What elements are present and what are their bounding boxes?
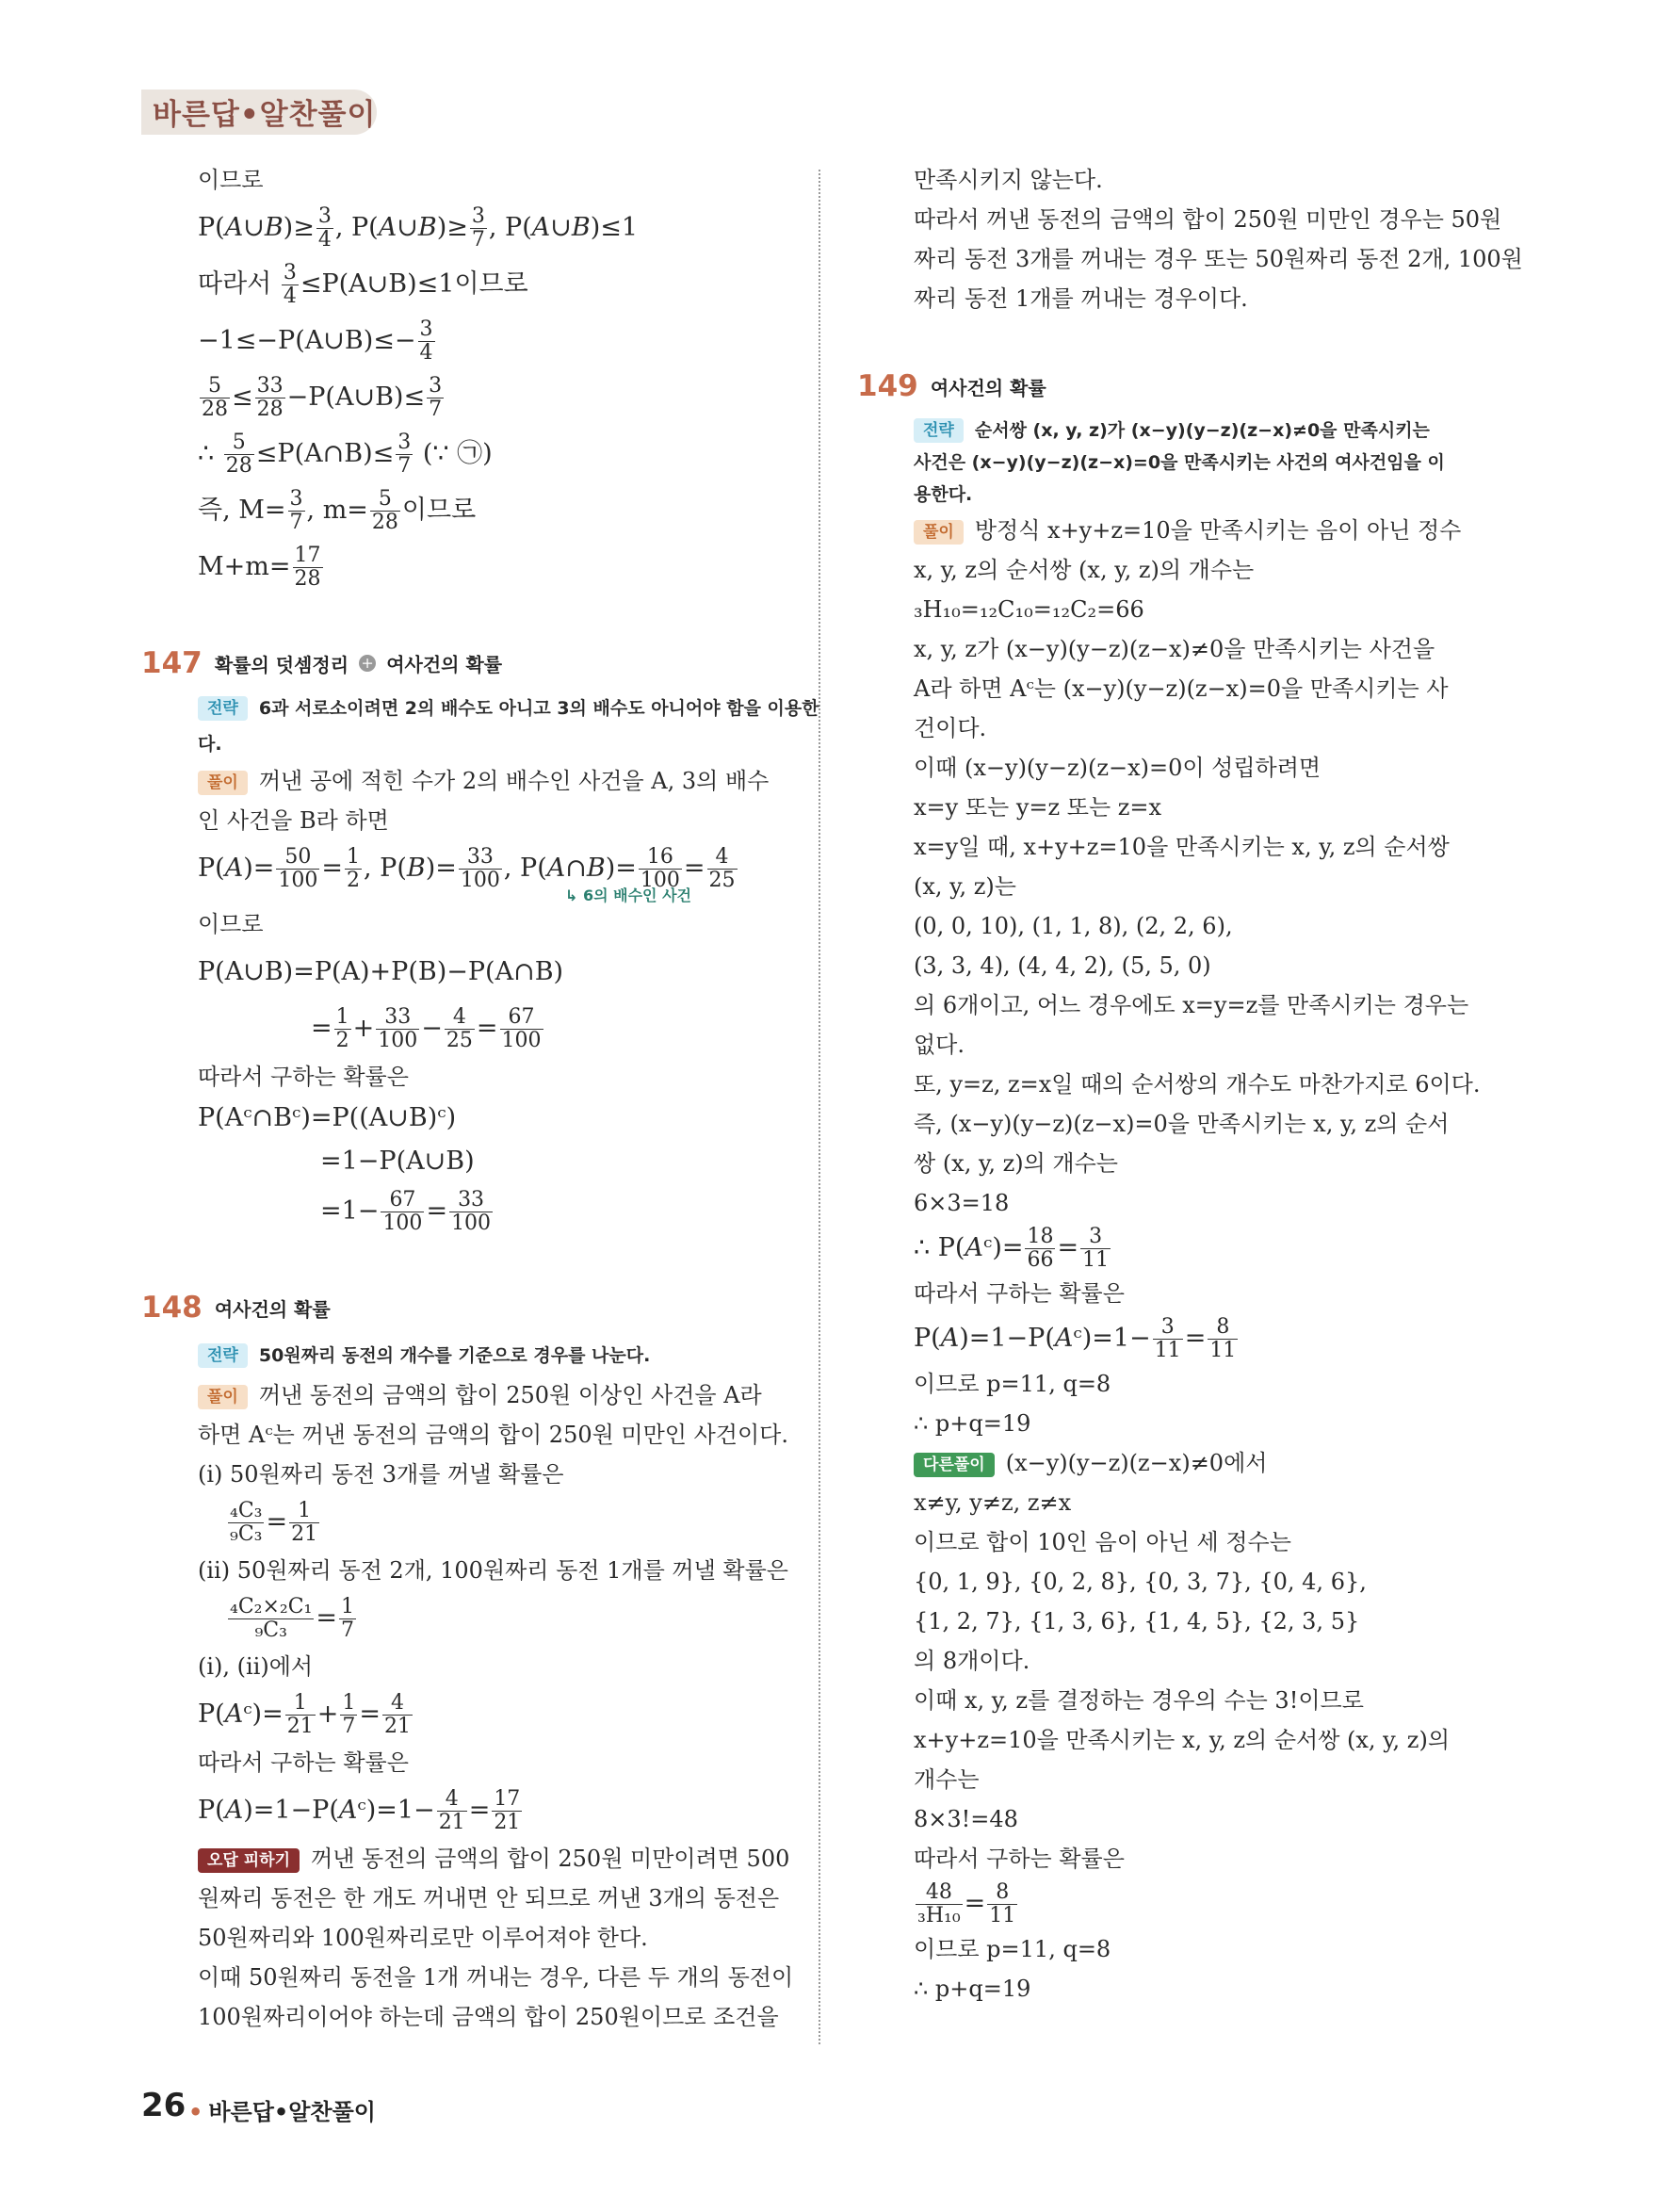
equation: P(A)=1−P(Aᶜ)=1− $\frac{3}{11}$ = $\frac{8}{11}$ <box>914 1315 1237 1362</box>
equation: P(A∪B)≥ $\frac{3}{4}$ , P(A∪B)≥ $\frac{3}{7}$ , P(A∪B)≤1 <box>198 204 639 252</box>
equation: 즉, M= $\frac{3}{7}$ , m= $\frac{5}{28}$ 이므로 <box>198 487 477 534</box>
equation: =1− $\frac{67}{100}$ = $\frac{33}{100}$ <box>320 1188 492 1235</box>
text-line: 의 8개이다. <box>914 1648 1030 1674</box>
text-line: 짜리 동전 1개를 꺼내는 경우이다. <box>914 285 1248 312</box>
problem-149-header <box>857 369 1554 413</box>
text-line: (x, y, z)는 <box>914 873 1016 900</box>
text-line: 따라서 구하는 확률은 <box>914 1846 1125 1872</box>
text-line: 즉, (x−y)(y−z)(z−x)=0을 만족시키는 x, y, z의 순서 <box>914 1111 1450 1137</box>
solution-badge: 풀이 <box>198 1385 248 1409</box>
annotation-note: ↳ 6의 배수인 사건 <box>565 886 691 904</box>
strategy: 전략 순서쌍 (x, y, z)가 (x−y)(y−z)(z−x)≠0을 만족시키는 <box>914 413 1554 447</box>
text-line: 개수는 <box>914 1766 980 1793</box>
problem-number: 147 <box>141 646 203 680</box>
problem-148-header <box>141 1291 838 1334</box>
problem-title: 여사건의 확률 <box>930 376 1046 399</box>
text-line: 8×3!=48 <box>914 1806 1018 1832</box>
equation: M+m= $\frac{17}{28}$ <box>198 544 321 591</box>
equation: $\frac{5}{28}$ ≤ $\frac{33}{28}$ −P(A∪B)≤ $\frac{3}{7}$ <box>202 374 443 421</box>
strategy-badge: 전략 <box>198 696 248 721</box>
equation: =1−P(A∪B) <box>320 1147 475 1176</box>
text-line: x, y, z가 (x−y)(y−z)(z−x)≠0을 만족시키는 사건을 <box>914 636 1435 662</box>
alt-solution-badge: 다른풀이 <box>914 1453 995 1477</box>
right-column <box>857 160 1554 2009</box>
strategy-badge: 전략 <box>198 1343 248 1368</box>
plus-icon: + <box>359 655 376 672</box>
text-line: x≠y, y≠z, z≠x <box>914 1489 1072 1516</box>
text-line: 100원짜리이어야 하는데 금액의 합이 250원이므로 조건을 <box>198 2004 779 2030</box>
equation: P(A)=1−P(Aᶜ)=1− $\frac{4}{21}$ = $\frac{17}{21}$ <box>198 1787 521 1834</box>
problem-title: 여사건의 확률 <box>214 1297 331 1321</box>
text-line: 하면 Aᶜ는 꺼낸 동전의 금액의 합이 250원 미만인 사건이다. <box>198 1422 788 1448</box>
problem-147-header <box>141 646 838 690</box>
text-line: x=y 또는 y=z 또는 z=x <box>914 794 1162 821</box>
text-line: 6×3=18 <box>914 1190 1010 1216</box>
text-line: A라 하면 Aᶜ는 (x−y)(y−z)(z−x)=0을 만족시키는 사 <box>914 675 1449 702</box>
text-line: x=y일 때, x+y+z=10을 만족시키는 x, y, z의 순서쌍 <box>914 834 1450 860</box>
text-line: {1, 2, 7}, {1, 3, 6}, {1, 4, 5}, {2, 3, 5} <box>914 1608 1360 1635</box>
equation: $\frac{\text{₄C₃}}{\text{₉C₃}}$ = $\frac{1}{21}$ <box>230 1499 318 1546</box>
text-line: 따라서 구하는 확률은 <box>198 1749 409 1776</box>
text-line: (0, 0, 10), (1, 1, 8), (2, 2, 6), <box>914 913 1233 939</box>
text-line: 만족시키지 않는다. <box>914 167 1103 193</box>
text-line: 쌍 (x, y, z)의 개수는 <box>914 1150 1118 1177</box>
text-line: 이므로 p=11, q=8 <box>914 1936 1111 1962</box>
text-line: 건이다. <box>914 715 987 741</box>
text-line: 또, y=z, z=x일 때의 순서쌍의 개수도 마찬가지로 6이다. <box>914 1071 1481 1098</box>
solution-line: 풀이 꺼낸 공에 적힌 수가 2의 배수인 사건을 A, 3의 배수 <box>198 761 838 801</box>
text-line: ₃H₁₀=₁₂C₁₀=₁₂C₂=66 <box>914 596 1144 623</box>
equation: = $\frac{1}{2}$ + $\frac{33}{100}$ − $\frac{4}{25}$ = $\frac{67}{100}$ <box>311 1005 542 1052</box>
equation: P(A)= $\frac{50}{100}$ = $\frac{1}{2}$ , P(B)= $\frac{33}{100}$ , P(A∩B)= $\frac{16}{100}$ = $\frac{4}{25}$ <box>198 845 736 892</box>
header-title: 바른답•알찬풀이 <box>153 98 377 132</box>
text-line: 따라서 구하는 확률은 <box>914 1280 1125 1307</box>
equation: ∴ P(Aᶜ)= $\frac{18}{66}$ = $\frac{3}{11}$ <box>914 1225 1110 1272</box>
equation: P(A∪B)=P(A)+P(B)−P(A∩B) <box>198 957 564 986</box>
strategy-badge: 전략 <box>914 418 964 443</box>
text-line: (3, 3, 4), (4, 4, 2), (5, 5, 0) <box>914 952 1211 979</box>
text-line: x, y, z의 순서쌍 (x, y, z)의 개수는 <box>914 557 1255 583</box>
text-line: {0, 1, 9}, {0, 2, 8}, {0, 3, 7}, {0, 4, 6}, <box>914 1569 1367 1595</box>
text-line: ∴ p+q=19 <box>914 1410 1031 1437</box>
equation: −1≤−P(A∪B)≤− $\frac{3}{4}$ <box>198 317 433 365</box>
avoid-line: 오답 피하기 꺼낸 동전의 금액의 합이 250원 미만이려면 500 <box>198 1839 838 1879</box>
equation: $\frac{48}{\text{₃H₁₀}}$ = $\frac{8}{11}$ <box>917 1880 1016 1927</box>
text-line: 따라서 구하는 확률은 <box>198 1064 409 1090</box>
text-line: 짜리 동전 3개를 꺼내는 경우 또는 50원짜리 동전 2개, 100원 <box>914 246 1523 272</box>
equation: $\frac{\text{₄C₂×₂C₁}}{\text{₉C₃}}$ = $\frac{1}{7}$ <box>230 1595 355 1642</box>
equation: P(Aᶜ)= $\frac{1}{21}$ + $\frac{1}{7}$ = $\frac{4}{21}$ <box>198 1691 411 1738</box>
equation: ∴ $\frac{5}{28}$ ≤P(A∩B)≤ $\frac{3}{7}$ (∵ ㉠) <box>198 431 493 478</box>
text-line: 이때 x, y, z를 결정하는 경우의 수는 3!이므로 <box>914 1687 1364 1714</box>
text-line: 50원짜리와 100원짜리로만 이루어져야 한다. <box>198 1925 648 1951</box>
text-line: 이므로 합이 10인 음이 아닌 세 정수는 <box>914 1529 1291 1555</box>
alt-solution-line: 다른풀이 (x−y)(y−z)(z−x)≠0에서 <box>914 1443 1554 1483</box>
strategy: 전략 6과 서로소이려면 2의 배수도 아니고 3의 배수도 아니어야 함을 이용한다. <box>198 690 838 761</box>
equation: P(Aᶜ∩Bᶜ)=P((A∪B)ᶜ) <box>198 1103 457 1132</box>
text-line: (ⅰ) 50원짜리 동전 3개를 꺼낼 확률은 <box>198 1461 564 1488</box>
problem-title: 확률의 덧셈정리 <box>214 653 349 676</box>
equation: 따라서 $\frac{3}{4}$ ≤P(A∪B)≤1이므로 <box>198 261 528 308</box>
solution-badge: 풀이 <box>198 771 248 795</box>
left-column <box>141 160 838 2037</box>
problem-title: 여사건의 확률 <box>386 653 503 676</box>
text-line: 이므로 <box>198 167 264 193</box>
avoid-badge: 오답 피하기 <box>198 1848 300 1873</box>
text-line: 이때 (x−y)(y−z)(z−x)=0이 성립하려면 <box>914 755 1322 781</box>
solution-line: 풀이 방정식 x+y+z=10을 만족시키는 음이 아닌 정수 <box>914 511 1554 550</box>
page-number: 26 <box>141 2087 186 2124</box>
text-line: (ⅱ) 50원짜리 동전 2개, 100원짜리 동전 1개를 꺼낼 확률은 <box>198 1557 788 1584</box>
problem-number: 148 <box>141 1291 203 1325</box>
text-line: 없다. <box>914 1032 965 1058</box>
text-line: 이때 50원짜리 동전을 1개 꺼내는 경우, 다른 두 개의 동전이 <box>198 1964 794 1991</box>
text-line: (ⅰ), (ⅱ)에서 <box>198 1653 314 1680</box>
footer-title: • 바른답•알찬풀이 <box>188 2099 376 2125</box>
text-line: 의 6개이고, 어느 경우에도 x=y=z를 만족시키는 경우는 <box>914 992 1469 1018</box>
text-line: 따라서 꺼낸 동전의 금액의 합이 250원 미만인 경우는 50원 <box>914 206 1502 233</box>
solution-line: 풀이 꺼낸 동전의 금액의 합이 250원 이상인 사건을 A라 <box>198 1375 838 1415</box>
strategy: 전략 50원짜리 동전의 개수를 기준으로 경우를 나눈다. <box>198 1334 838 1375</box>
problem-number: 149 <box>857 369 918 403</box>
text-line: x+y+z=10을 만족시키는 x, y, z의 순서쌍 (x, y, z)의 <box>914 1727 1451 1753</box>
text-line: 인 사건을 B라 하면 <box>198 807 389 834</box>
text-line: ∴ p+q=19 <box>914 1976 1031 2002</box>
text-line: 사건은 (x−y)(y−z)(z−x)=0을 만족시키는 사건의 여사건임을 이 <box>914 452 1445 473</box>
text-line: 이므로 p=11, q=8 <box>914 1371 1111 1397</box>
text-line: 원짜리 동전은 한 개도 꺼내면 안 되므로 꺼낸 3개의 동전은 <box>198 1885 780 1911</box>
solution-badge: 풀이 <box>914 520 964 545</box>
text-line: 이므로 <box>198 911 264 937</box>
text-line: 용한다. <box>914 484 973 505</box>
